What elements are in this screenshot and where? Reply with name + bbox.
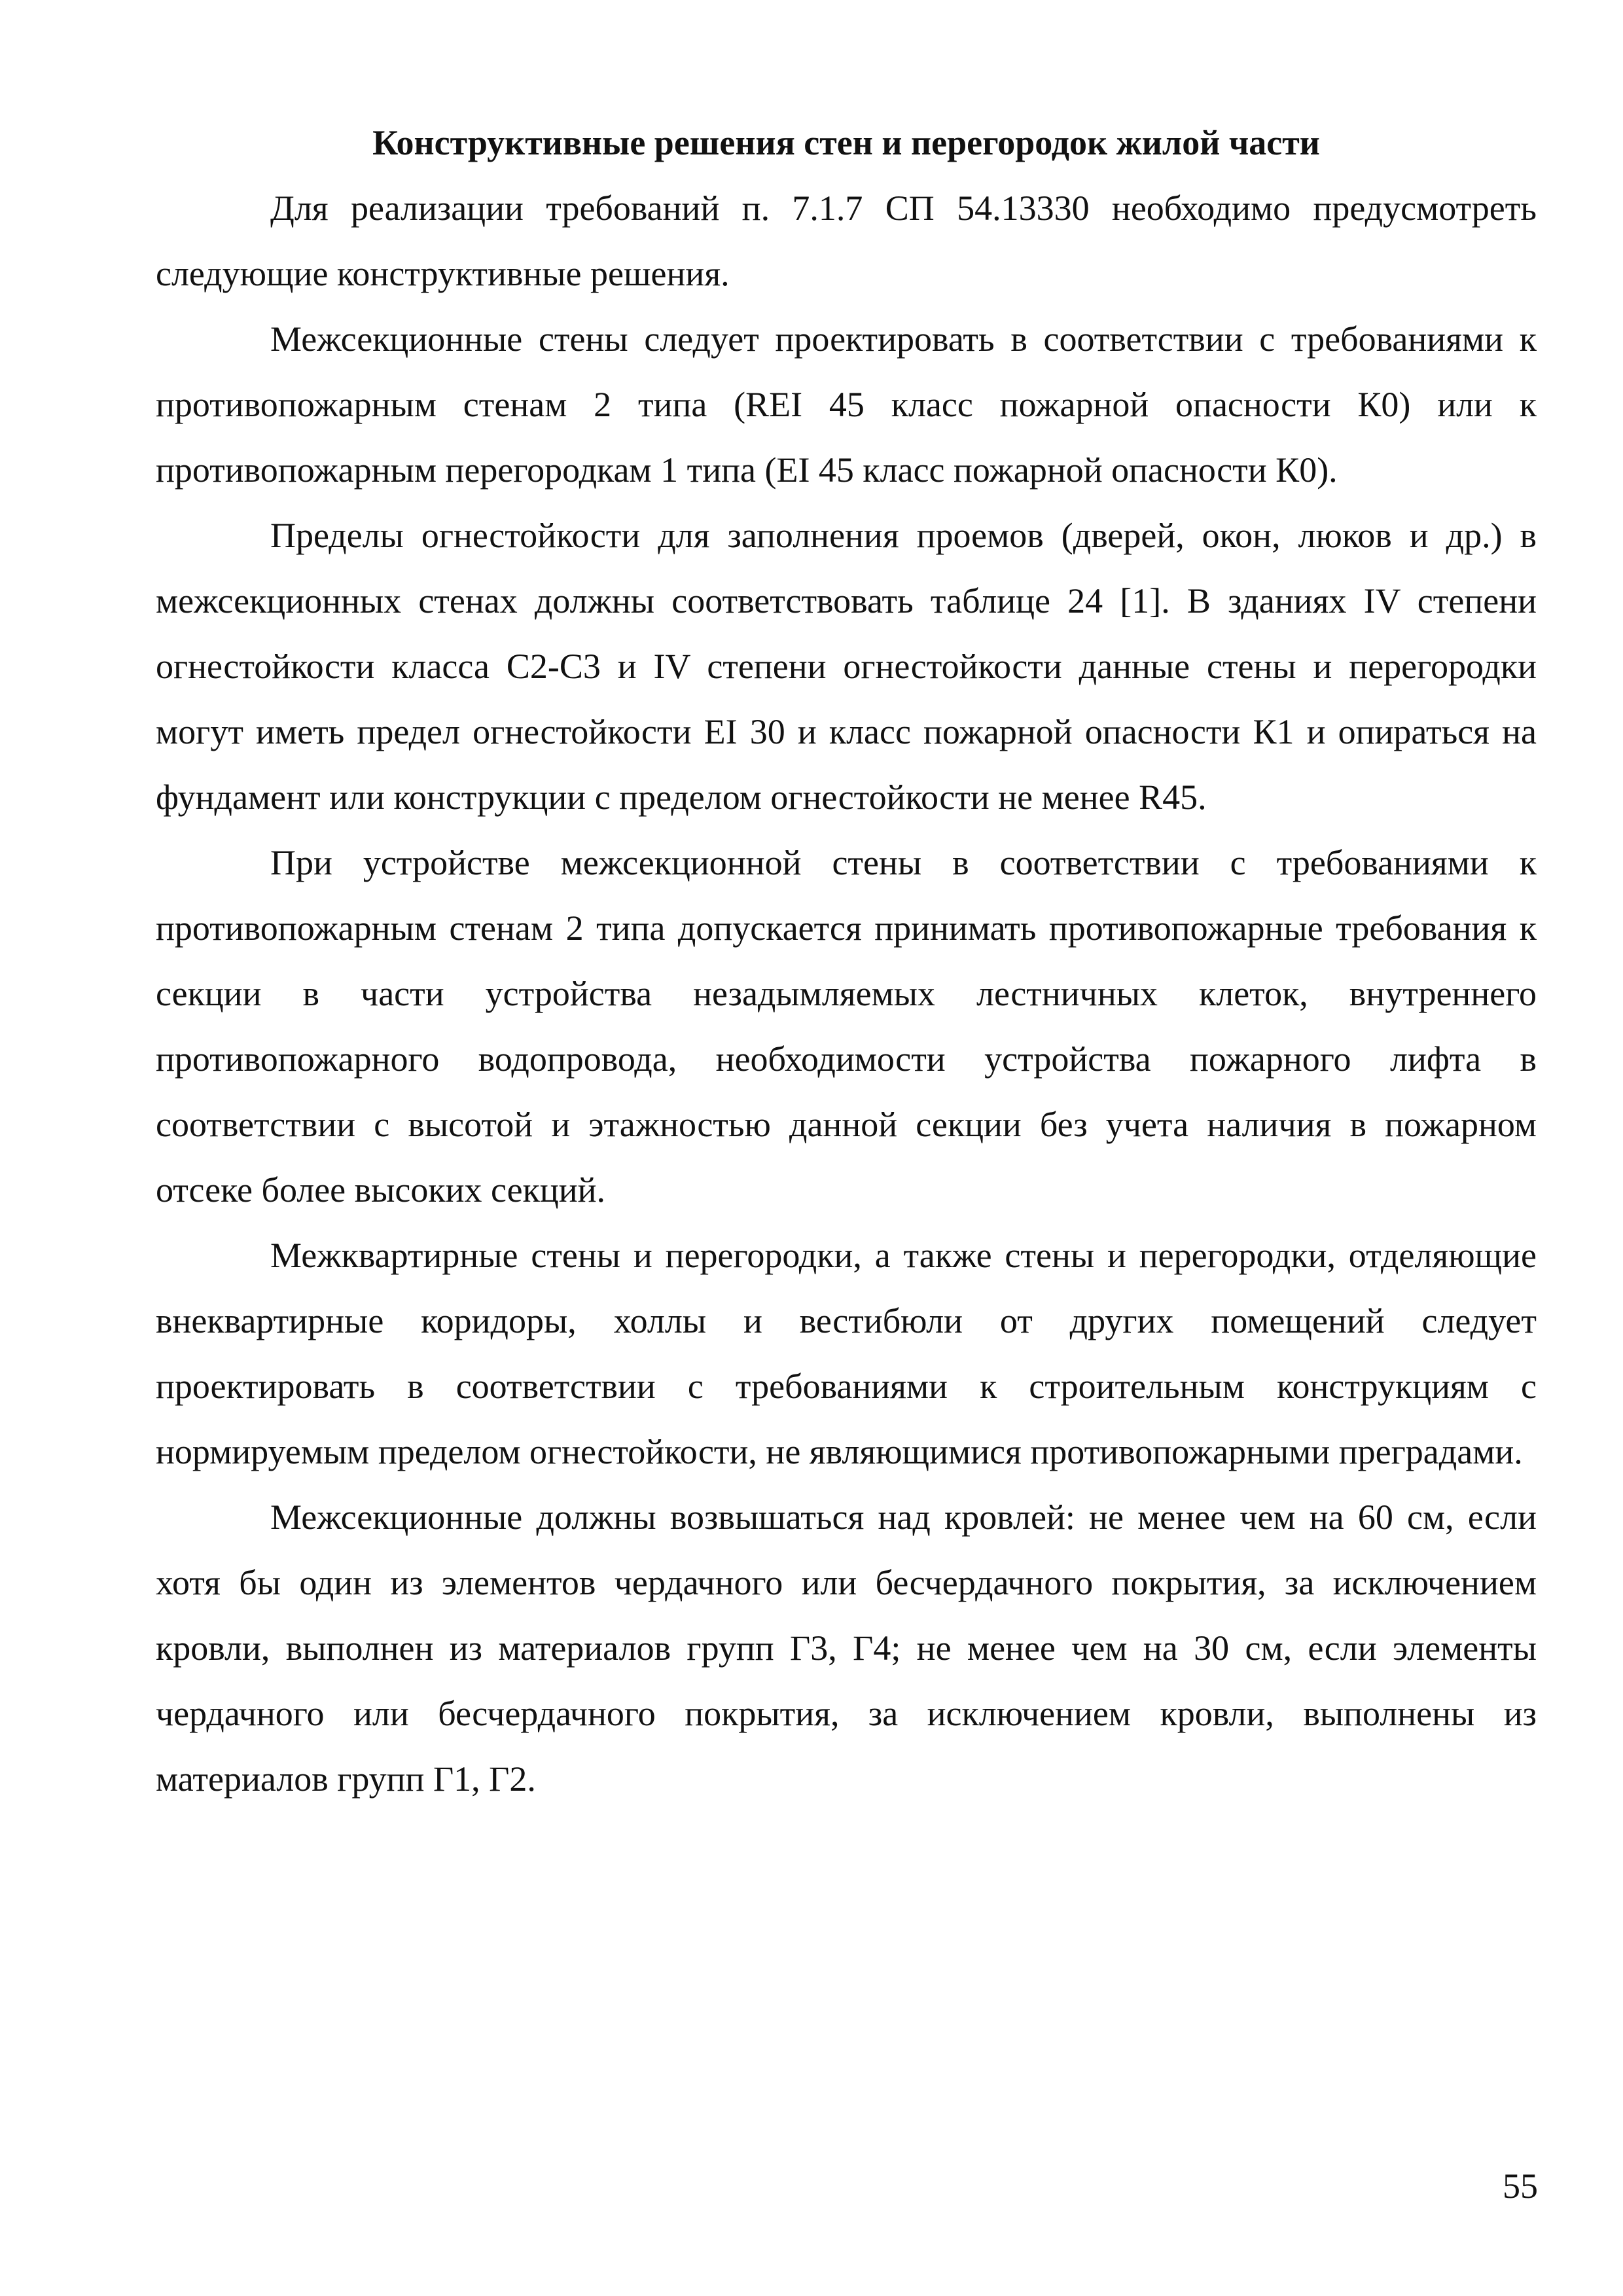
paragraph-apartment-walls: Межквартирные стены и перегородки, а также стены и перегородки, отделяющие внеквартирные коридоры, холлы и вестибюли от других помещений следует проектировать в соответствии с требованиями к строительным конструкциям с нормируемым пределом огнестойкости, не являющимися противопожарными преградами. — [156, 1236, 1537, 1471]
paragraph-roof-elevation: Межсекционные должны возвышаться над кровлей: не менее чем на 60 см, если хотя бы один из элементов чердачного или бесчердачного покрытия, за исключением кровли, выполнен из материалов групп Г3, Г4; не менее чем на 30 см, если элементы чердачного или бесчердачного покрытия, за исключением кровли, выполнены из материалов групп Г1, Г2. — [156, 1498, 1537, 1799]
paragraph-intersection-walls: Межсекционные стены следует проектировать в соответствии с требованиями к противопожарным стенам 2 типа (REI 45 класс пожарной опасности К0) или к противопожарным перегородкам 1 типа (EI 45 класс пожарной опасности К0). — [156, 319, 1537, 490]
paragraph-type2-wall-requirements: При устройстве межсекционной стены в соответствии с требованиями к противопожарным стенам 2 типа допускается принимать противопожарные требования к секции в части устройства незадымляемых лестничных клеток, внутреннего противопожарного водопровода, необходимости устройства пожарного лифта в соответствии с высотой и этажностью данной секции без учета наличия в пожарном отсеке более высоких секций. — [156, 843, 1537, 1210]
paragraph-fire-resistance-openings: Пределы огнестойкости для заполнения проемов (дверей, окон, люков и др.) в межсекционных стенах должны соответствовать таблице 24 [1]. В зданиях IV степени огнестойкости класса С2-С3 и IV степени огнестойкости данные стены и перегородки могут иметь предел огнестойкости EI 30 и класс пожарной опасности К1 и опираться на фундамент или конструкции с пределом огнестойкости не менее R45. — [156, 516, 1537, 817]
paragraph-requirements-intro: Для реализации требований п. 7.1.7 СП 54.13330 необходимо предусмотреть следующие конструктивные решения. — [156, 188, 1537, 293]
section-heading: Конструктивные решения стен и перегородок жилой части — [372, 123, 1320, 162]
page-number: 55 — [1503, 2166, 1538, 2206]
body-text — [156, 175, 1537, 1812]
